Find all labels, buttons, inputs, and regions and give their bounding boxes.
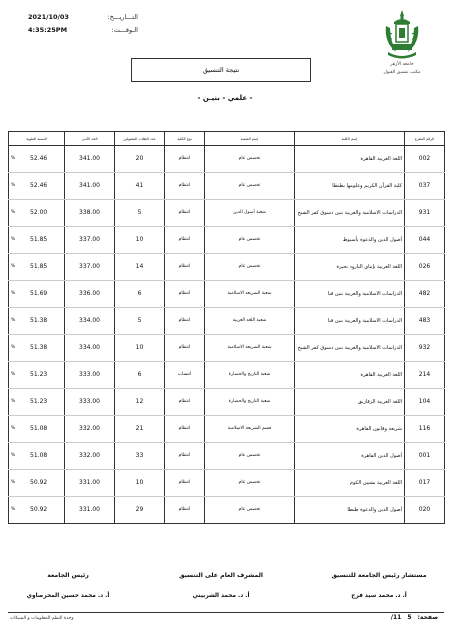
cell-code: 002 [405,146,445,173]
table-row [9,335,445,362]
pct-value: 51.69 [30,290,48,297]
pct-value: 51.08 [30,425,48,432]
table-header-row [9,132,445,146]
cell-division: تخصص عام [205,227,295,254]
cell-type: انتظام [165,389,205,416]
pct-sign: % [11,453,16,458]
pct-sign: % [11,291,16,296]
page-label: صفحة: [417,614,438,621]
header-min-grade: الحد الأدنى [65,132,115,146]
cell-type: انتظام [165,281,205,308]
cell-pct [9,443,65,470]
table-row [9,362,445,389]
date-value: 2021/10/03 [28,12,69,21]
cell-code: 037 [405,173,445,200]
table-row [9,308,445,335]
pct-sign: % [11,183,16,188]
cell-grade: 334.00 [65,308,115,335]
pct-value: 51.85 [30,263,48,270]
cell-grade: 331.00 [65,497,115,524]
cell-division: شعبة أصول الدين [205,200,295,227]
pct-value: 51.38 [30,344,48,351]
cell-division: تخصص عام [205,173,295,200]
cell-code: 932 [405,335,445,362]
cell-code: 214 [405,362,445,389]
time-value: 4:35:25PM [28,25,68,34]
cell-pct [9,308,65,335]
cell-college: كلية القرآن الكريم وعلومها بطنطا [295,173,405,200]
table-row [9,146,445,173]
pct-sign: % [11,345,16,350]
cell-grade: 333.00 [65,362,115,389]
header-college: إسم الكلية [295,132,405,146]
time-row [28,23,138,36]
cell-college: اللغة العربية الزقازيق [295,389,405,416]
cell-college: الدراسات الاسلامية والعربية بنين دسوق كفر الشيخ [295,335,405,362]
president-role: رئيس الجامعة [47,572,89,579]
signatures [8,572,444,599]
cell-pct [9,200,65,227]
date-row [28,10,138,23]
page-number [391,614,438,621]
table-row [9,281,445,308]
cell-count: 6 [115,281,165,308]
cell-college: أصول الدين والدعوة بأسيوط [295,227,405,254]
cell-grade: 336.00 [65,281,115,308]
signature-president [8,572,128,599]
header-count: عدد الطلاب المقبولين [115,132,165,146]
cell-college: الدراسات الاسلامية والعربية بنين قنا [295,281,405,308]
cell-pct [9,362,65,389]
table-row [9,497,445,524]
coordinator-role: مستشار رئيس الجامعة للتنسيق [331,572,427,579]
cell-code: 483 [405,308,445,335]
table-row [9,254,445,281]
pct-value: 51.38 [30,317,48,324]
pct-value: 51.23 [30,398,48,405]
cell-grade: 341.00 [65,146,115,173]
cell-count: 20 [115,146,165,173]
signature-coordinator [314,572,444,599]
time-label: الـوقـــت: [111,25,138,34]
cell-pct [9,227,65,254]
cell-pct [9,335,65,362]
pct-sign: % [11,426,16,431]
cell-count: 10 [115,335,165,362]
president-name: أ. د. محمد حسين المحرصاوي [26,593,110,599]
cell-division: تخصص عام [205,497,295,524]
table-row [9,389,445,416]
cell-code: 482 [405,281,445,308]
cell-college: اللغة العربية القاهرة [295,146,405,173]
cell-type: انتظام [165,470,205,497]
cell-division: تخصص عام [205,443,295,470]
cell-pct [9,470,65,497]
header-type: نوع الكلية [165,132,205,146]
cell-code: 116 [405,416,445,443]
cell-count: 10 [115,470,165,497]
cell-code: 026 [405,254,445,281]
unit-name: وحدة النظم المعلومات و الشبكات [10,616,74,621]
pct-sign: % [11,507,16,512]
cell-count: 12 [115,389,165,416]
supervisor-role: المشرف العام على التنسيق [178,572,264,579]
cell-college: أصول الدين القاهرة [295,443,405,470]
pct-sign: % [11,318,16,323]
cell-count: 41 [115,173,165,200]
cell-division: قسم الشريعة الاسلامية [205,416,295,443]
table-row [9,173,445,200]
cell-count: 21 [115,416,165,443]
page-title: نتيجة التنسيق [131,58,311,82]
cell-type: انتظام [165,443,205,470]
cell-division: شعبة التاريخ والحضارة [205,389,295,416]
cell-pct [9,497,65,524]
cell-grade: 337.00 [65,227,115,254]
logo-caption-university: جامعة الأزهر [390,62,414,67]
cell-type: انتظام [165,416,205,443]
pct-sign: % [11,156,16,161]
cell-division: تخصص عام [205,254,295,281]
pct-value: 50.92 [30,479,48,486]
cell-count: 33 [115,443,165,470]
pct-sign: % [11,237,16,242]
cell-college: أصول الدين والدعوة طنطا [295,497,405,524]
cell-code: 931 [405,200,445,227]
cell-pct [9,416,65,443]
table-row [9,470,445,497]
cell-count: 5 [115,308,165,335]
cell-college: اللغة العربية القاهرة [295,362,405,389]
cell-type: انتساب [165,362,205,389]
cell-college: الدراسات الاسلامية والعربية بنين دسوق كفر الشيخ [295,200,405,227]
pct-sign: % [11,264,16,269]
page-subtitle: - علمي - بنيـن - [197,94,253,102]
pct-value: 52.00 [30,209,48,216]
cell-pct [9,146,65,173]
cell-pct [9,389,65,416]
cell-count: 14 [115,254,165,281]
pct-sign: % [11,480,16,485]
cell-code: 104 [405,389,445,416]
cell-division: شعبة الشريعة الاسلامية [205,335,295,362]
cell-type: انتظام [165,173,205,200]
pct-sign: % [11,210,16,215]
header-code: الرقم المقرع [405,132,445,146]
signature-supervisor [161,572,281,599]
cell-pct [9,254,65,281]
pct-value: 51.85 [30,236,48,243]
cell-count: 29 [115,497,165,524]
cell-type: انتظام [165,227,205,254]
cell-grade: 334.00 [65,335,115,362]
cell-grade: 331.00 [65,470,115,497]
cell-college: اللغة العربية بإيتاي البارود بحيرة [295,254,405,281]
cell-division: تخصص عام [205,146,295,173]
cell-grade: 332.00 [65,443,115,470]
cell-type: انتظام [165,146,205,173]
header-min-pct: النسبة المئوية [9,132,65,146]
table-row [9,227,445,254]
cell-code: 020 [405,497,445,524]
cell-pct [9,173,65,200]
cell-code: 017 [405,470,445,497]
cell-college: شريعة وقانون القاهرة [295,416,405,443]
cell-grade: 338.00 [65,200,115,227]
pct-sign: % [11,399,16,404]
cell-count: 5 [115,200,165,227]
cell-college: اللغة العربية بشبين الكوم [295,470,405,497]
page-current: 5 [407,614,412,621]
header-division: إسم الشعبة [205,132,295,146]
table-body [9,146,445,524]
pct-value: 51.23 [30,371,48,378]
cell-grade: 337.00 [65,254,115,281]
cell-pct [9,281,65,308]
cell-count: 6 [115,362,165,389]
cell-division: شعبة الشريعة الاسلامية [205,281,295,308]
table-row [9,416,445,443]
cell-type: انتظام [165,200,205,227]
cell-division: شعبة اللغه العربية [205,308,295,335]
pct-value: 50.92 [30,506,48,513]
cell-grade: 341.00 [65,173,115,200]
azhar-logo-icon [382,8,422,62]
cell-grade: 333.00 [65,389,115,416]
pct-value: 52.46 [30,155,48,162]
cell-type: انتظام [165,308,205,335]
header-date-block [28,10,138,36]
page-total: 11/ [390,614,402,621]
cell-division: تخصص عام [205,470,295,497]
results-table [8,131,445,524]
date-label: التـــاريـــخ: [107,12,138,21]
footer-divider [8,612,444,613]
cell-code: 044 [405,227,445,254]
cell-division: شعبة التاريخ والحضارة [205,362,295,389]
pct-value: 51.08 [30,452,48,459]
cell-grade: 332.00 [65,416,115,443]
table-row [9,443,445,470]
cell-count: 10 [115,227,165,254]
cell-code: 001 [405,443,445,470]
cell-type: انتظام [165,254,205,281]
pct-sign: % [11,372,16,377]
supervisor-name: أ. د. محمد الشربيني [192,593,250,599]
logo-caption-office: مكتب تنسيق القبول [383,70,421,75]
pct-value: 52.46 [30,182,48,189]
cell-type: انتظام [165,335,205,362]
coordinator-name: أ. د. محمد سيد فرج [351,593,407,599]
cell-type: انتظام [165,497,205,524]
cell-college: الدراسات الاسلامية والعربية بنين قنا [295,308,405,335]
table-row [9,200,445,227]
